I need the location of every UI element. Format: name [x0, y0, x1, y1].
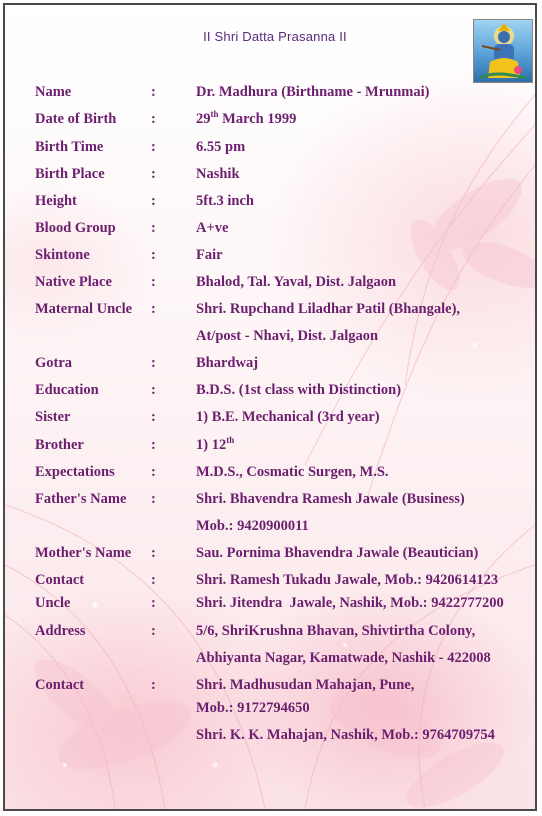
colon: : — [151, 677, 156, 693]
label-skintone: Skintone — [35, 247, 90, 263]
header-title: II Shri Datta Prasanna II — [203, 29, 347, 44]
value-contact-2: Shri. Madhusudan Mahajan, Pune, — [196, 677, 415, 693]
colon: : — [151, 409, 156, 425]
label-name: Name — [35, 84, 72, 100]
value-birth-time: 6.55 pm — [196, 139, 246, 155]
label-contact: Contact — [35, 572, 85, 588]
value-mothers-name: Sau. Pornima Bhavendra Jawale (Beautician) — [196, 545, 479, 561]
colon: : — [151, 166, 156, 182]
krishna-portrait-icon — [473, 19, 533, 83]
value-uncle: Shri. Jitendra Jawale, Nashik, Mob.: 9422777200 — [196, 595, 504, 611]
colon: : — [151, 382, 156, 398]
colon: : — [151, 464, 156, 480]
colon: : — [151, 623, 156, 639]
value-name: Dr. Madhura (Birthname - Mrunmai) — [196, 84, 430, 100]
label-maternal-uncle: Maternal Uncle — [35, 301, 133, 317]
value-contact-2-mobile: Mob.: 9172794650 — [196, 700, 310, 716]
value-fathers-name: Shri. Bhavendra Ramesh Jawale (Business) — [196, 491, 465, 507]
colon: : — [151, 274, 156, 290]
label-sister: Sister — [35, 409, 71, 425]
value-skintone: Fair — [196, 247, 223, 263]
colon: : — [151, 139, 156, 155]
value-maternal-uncle: Shri. Rupchand Liladhar Patil (Bhangale), — [196, 301, 461, 317]
label-address: Address — [35, 623, 86, 639]
value-gotra: Bhardwaj — [196, 355, 259, 371]
dob-day: 29 — [196, 111, 211, 127]
label-fathers-name: Father's Name — [35, 491, 127, 507]
value-fathers-mobile: Mob.: 9420900011 — [196, 518, 309, 534]
label-native-place: Native Place — [35, 274, 112, 290]
label-contact-2: Contact — [35, 677, 85, 693]
colon: : — [151, 437, 156, 453]
label-gotra: Gotra — [35, 355, 73, 371]
colon: : — [151, 193, 156, 209]
label-birth-place: Birth Place — [35, 166, 105, 182]
value-date-of-birth — [196, 111, 296, 128]
colon: : — [151, 491, 156, 507]
value-maternal-uncle-address: At/post - Nhavi, Dist. Jalgaon — [196, 328, 379, 344]
label-height: Height — [35, 193, 77, 209]
value-address-line2: Abhiyanta Nagar, Kamatwade, Nashik - 422008 — [196, 650, 491, 666]
label-education: Education — [35, 382, 99, 398]
value-education: B.D.S. (1st class with Distinction) — [196, 382, 402, 398]
colon: : — [151, 84, 156, 100]
value-contact-2-second: Shri. K. K. Mahajan, Nashik, Mob.: 9764709754 — [196, 727, 495, 743]
value-expectations: M.D.S., Cosmatic Surgen, M.S. — [196, 464, 389, 480]
label-birth-time: Birth Time — [35, 139, 104, 155]
colon: : — [151, 355, 156, 371]
dob-month-year: March 1999 — [218, 111, 297, 127]
label-blood-group: Blood Group — [35, 220, 116, 236]
label-uncle: Uncle — [35, 595, 71, 611]
value-birth-place: Nashik — [196, 166, 240, 182]
value-native-place: Bhalod, Tal. Yaval, Dist. Jalgaon — [196, 274, 397, 290]
colon: : — [151, 595, 156, 611]
dob-day-suffix: th — [210, 109, 219, 120]
biodata-page — [3, 3, 537, 811]
value-blood-group: A+ve — [196, 220, 229, 236]
colon: : — [151, 111, 156, 127]
label-brother: Brother — [35, 437, 84, 453]
value-address: 5/6, ShriKrushna Bhavan, Shivtirtha Colony, — [196, 623, 476, 639]
label-date-of-birth: Date of Birth — [35, 111, 117, 127]
brother-education-suffix: th — [226, 435, 235, 446]
colon: : — [151, 545, 156, 561]
value-brother — [196, 437, 234, 454]
label-expectations: Expectations — [35, 464, 115, 480]
value-contact: Shri. Ramesh Tukadu Jawale, Mob.: 9420614123 — [196, 572, 499, 588]
label-mothers-name: Mother's Name — [35, 545, 132, 561]
brother-education: 1) 12 — [196, 437, 227, 453]
colon: : — [151, 220, 156, 236]
value-sister: 1) B.E. Mechanical (3rd year) — [196, 409, 380, 425]
value-height: 5ft.3 inch — [196, 193, 254, 209]
colon: : — [151, 301, 156, 317]
colon: : — [151, 572, 156, 588]
colon: : — [151, 247, 156, 263]
